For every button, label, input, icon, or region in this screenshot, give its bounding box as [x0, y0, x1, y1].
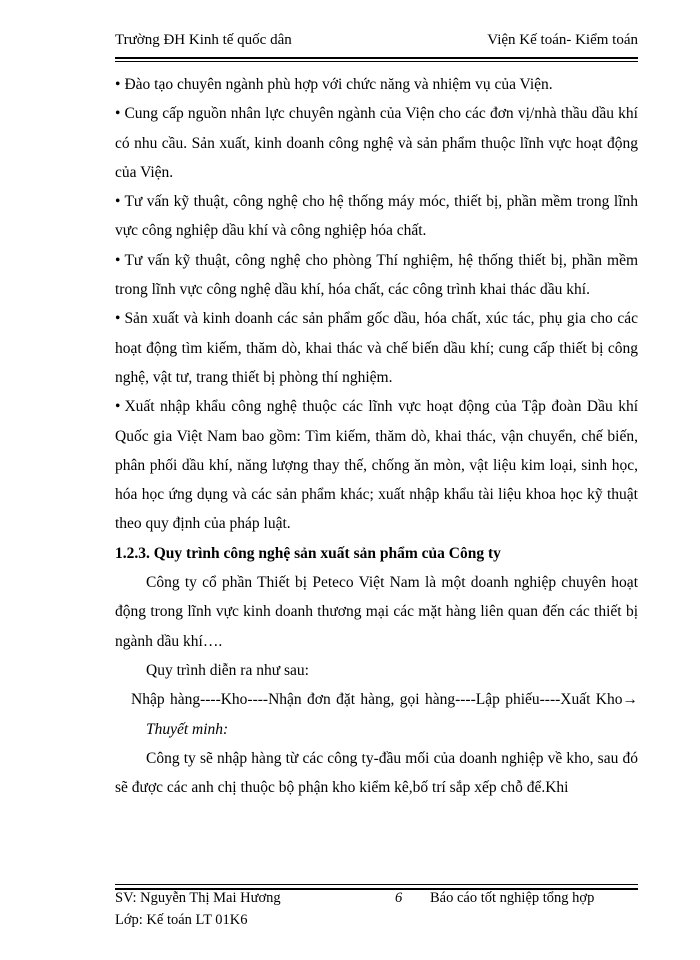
- header-school: Trường ĐH Kinh tế quốc dân: [115, 32, 292, 48]
- section-heading: 1.2.3. Quy trình công nghệ sản xuất sản phẩm của Công ty: [115, 544, 501, 562]
- bullet-symbol: •: [115, 105, 121, 123]
- header-rule-thick: [115, 57, 638, 59]
- explain-text: Công ty sẽ nhập hàng từ các công ty-đầu mối của doanh nghiệp về kho, sau đó sẽ được các anh chị thuộc bộ phận kho kiểm kê,bố trí sắp xếp chỗ để.Khi: [115, 749, 638, 797]
- footer-class: Lớp: Kế toán LT 01K6: [115, 912, 248, 928]
- bullet-item: [115, 304, 638, 392]
- bullet-text: Tư vấn kỹ thuật, công nghệ cho phòng Thí nghiệm, hệ thống thiết bị, phần mềm trong lĩnh vực công nghệ dầu khí, hóa chất, các công trình khai thác dầu khí.: [115, 251, 638, 299]
- footer-rule-thin: [115, 884, 638, 885]
- page-number: 6: [395, 890, 403, 906]
- process-label: Quy trình diễn ra như sau:: [146, 661, 309, 679]
- bullet-symbol: •: [115, 398, 121, 416]
- bullet-item: [115, 187, 638, 246]
- bullet-text: Tư vấn kỹ thuật, công nghệ cho hệ thống máy móc, thiết bị, phần mềm trong lĩnh vực công nghiệp dầu khí và công nghiệp hóa chất.: [115, 193, 638, 240]
- header-rule-thin: [115, 61, 638, 62]
- header-institute: Viện Kế toán- Kiểm toán: [487, 32, 638, 48]
- bullet-text: Xuất nhập khẩu công nghệ thuộc các lĩnh vực hoạt động của Tập đoàn Dầu khí Quốc gia Việt Nam bao gồm: Tìm kiếm, thăm dò, khai thác, vận chuyển, chế biến, phân phối dầu khí, năng lượng thay thế, chống ăn mòn, vật liệu kim loại, sinh học, hóa học ứng dụng và các sản phẩm khác; xuất nhập khẩu tài liệu khoa học kỹ thuật theo quy định của pháp luật.: [115, 398, 638, 533]
- bullet-text: Đào tạo chuyên ngành phù hợp với chức năng và nhiệm vụ của Viện.: [124, 76, 553, 93]
- bullet-symbol: •: [115, 193, 121, 211]
- section-intro: Công ty cổ phần Thiết bị Peteco Việt Nam là một doanh nghiệp chuyên hoạt động trong lĩnh vực kinh doanh thương mại các mặt hàng liên quan đến các thiết bị ngành dầu khí….: [115, 574, 638, 650]
- footer-report-title: Báo cáo tốt nghiệp tổng hợp: [430, 890, 595, 906]
- footer-student: SV: Nguyễn Thị Mai Hương: [115, 890, 281, 906]
- bullet-item: [115, 246, 638, 305]
- bullet-text: Sản xuất và kinh doanh các sản phẩm gốc dầu, hóa chất, xúc tác, phụ gia cho các hoạt động tìm kiếm, thăm dò, khai thác và chế biến dầu khí; cung cấp thiết bị công nghệ, vật tư, trang thiết bị phòng thí nghiệm.: [115, 310, 638, 386]
- bullet-item: [115, 99, 638, 187]
- process-flow: Nhập hàng----Kho----Nhận đơn đặt hàng, gọi hàng----Lập phiếu----Xuất Kho→: [131, 691, 638, 709]
- bullet-symbol: •: [115, 310, 121, 328]
- bullet-symbol: •: [115, 76, 121, 93]
- page-body: [115, 70, 638, 802]
- bullet-item: [115, 392, 638, 538]
- page-header: [115, 32, 638, 52]
- explain-label: Thuyết minh:: [146, 720, 229, 738]
- bullet-symbol: •: [115, 251, 121, 269]
- bullet-item: [115, 70, 638, 99]
- bullet-text: Cung cấp nguồn nhân lực chuyên ngành của Viện cho các đơn vị/nhà thầu dầu khí có nhu cầu. Sản xuất, kinh doanh công nghệ và sản phẩm thuộc lĩnh vực hoạt động của Viện.: [115, 105, 638, 181]
